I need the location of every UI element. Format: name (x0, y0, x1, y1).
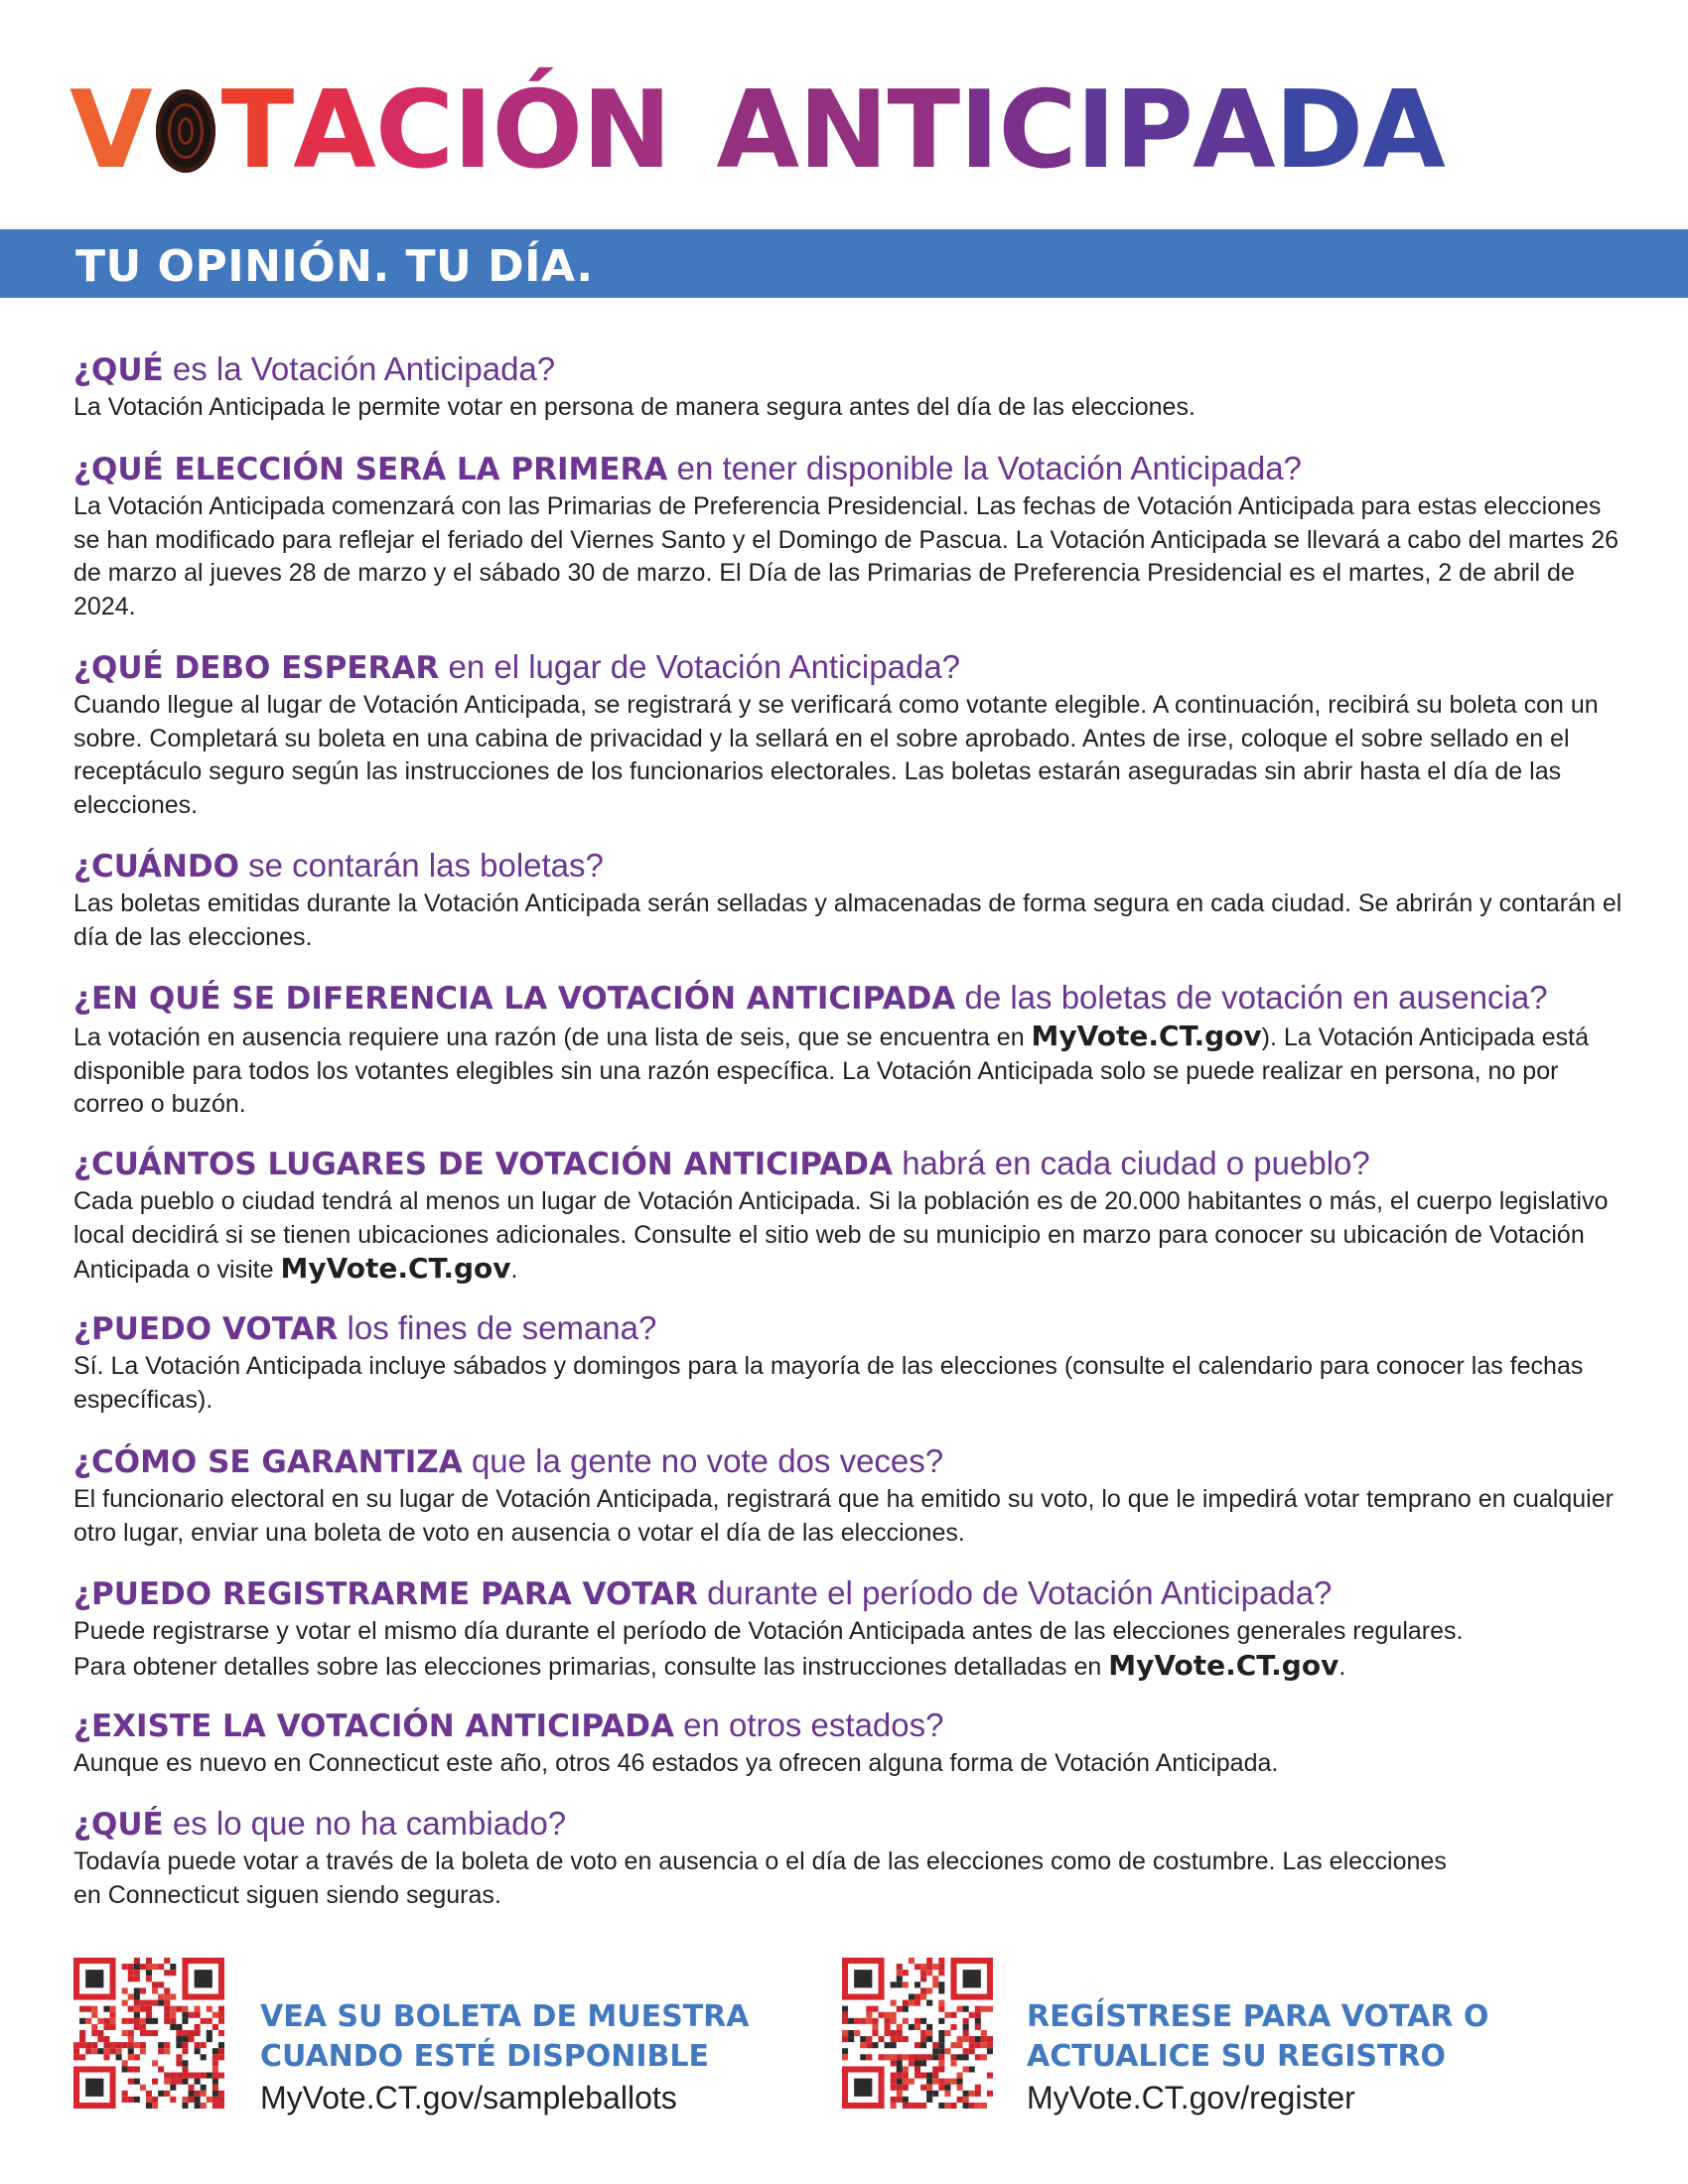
faq-item (73, 1144, 1622, 1288)
title-letter: A (1192, 68, 1275, 193)
faq-item (73, 978, 1622, 1122)
title-letter: A (1362, 68, 1445, 193)
answer-text: Aunque es nuevo en Connecticut este año, otros 46 estados ya ofrecen alguna forma de Votación Anticipada. (73, 1749, 1279, 1777)
answer-text: Cuando llegue al lugar de Votación Anticipada, se registrará y se verificará como votante elegible. A continuación, recibirá su boleta con un sobre. Completará su boleta en una cabina de privacidad y la sellará en el sobre aprobado. Antes de irse, coloque el sobre sellado en el receptáculo seguro según las instrucciones de los funcionarios electorales. Las boletas estarán aseguradas sin abrir hasta el día de las elecciones. (73, 691, 1599, 819)
faq-question-rest: los fines de semana? (338, 1309, 657, 1346)
fingerprint-icon (156, 89, 215, 173)
faq-question-keyword: ¿QUÉ DEBO ESPERAR (73, 650, 440, 686)
answer-text: Para obtener detalles sobre las elecciones primarias, consulte las instrucciones detalladas en (73, 1652, 1109, 1681)
faq-item (73, 647, 1622, 822)
faq-item (73, 1573, 1622, 1684)
myvote-link[interactable]: MyVote.CT.gov (1031, 1020, 1262, 1052)
faq-question (73, 1573, 1622, 1614)
cta-heading: VEA SU BOLETA DE MUESTRA (260, 1999, 750, 2034)
faq-question (73, 647, 1622, 688)
title-letter: A (293, 68, 375, 193)
title-letter: N (582, 68, 671, 193)
faq-question-rest: que la gente no vote dos veces? (462, 1442, 944, 1479)
answer-text: El funcionario electoral en su lugar de Votación Anticipada, registrará que ha emitido su voto, lo que le impedirá votar temprano en cualquier otro lugar, enviar una boleta de voto en ausencia o votar el día de las elecciones. (73, 1485, 1614, 1547)
answer-text: Sí. La Votación Anticipada incluye sábados y domingos para la mayoría de las elecciones (consulte el calendario para conocer las fechas específicas). (73, 1352, 1584, 1414)
faq-answer (73, 490, 1622, 623)
faq-question-keyword: ¿CUÁNDO (73, 849, 239, 885)
answer-text: Cada pueblo o ciudad tendrá al menos un lugar de Votación Anticipada. Si la población es de 20.000 habitantes o más, el cuerpo legislativo local decidirá si se tienen ubicaciones adicionales. Consulte el sitio web de su municipio en marzo para conocer su ubicación de Votación Anticipada o visite (73, 1187, 1609, 1284)
faq-question-keyword: ¿QUÉ ELECCIÓN SERÁ LA PRIMERA (73, 452, 668, 487)
myvote-link[interactable]: MyVote.CT.gov (1108, 1648, 1339, 1682)
faq-item (73, 1804, 1622, 1912)
myvote-link[interactable]: MyVote.CT.gov (280, 1252, 511, 1285)
title-word-votacion (70, 68, 671, 193)
answer-text: ). La Votación Anticipada está disponible para todos los votantes elegibles sin una razón específica. La Votación Anticipada solo se puede realizar en persona, no por correo o buzón. (73, 1024, 1590, 1118)
answer-text: La Votación Anticipada comenzará con las Primarias de Preferencia Presidencial. Las fechas de Votación Anticipada para estas elecciones se han modificado para reflejar el feriado del Viernes Santo y el Domingo de Pascua. La Votación Anticipada se llevará a cabo del martes 26 de marzo al jueves 28 de marzo y el sábado 30 de marzo. El Día de las Primarias de Preferencia Presidencial es el martes, 2 de abril de 2024. (73, 492, 1619, 620)
page-title (70, 68, 1445, 193)
faq-question-keyword: ¿PUEDO VOTAR (73, 1311, 339, 1347)
title-letter: V (70, 68, 152, 193)
faq-answer (73, 1483, 1622, 1550)
answer-text: en Connecticut siguen siendo seguras. (73, 1880, 501, 1909)
faq-item (73, 1441, 1622, 1550)
faq-question-rest: en tener disponible la Votación Anticipada? (667, 450, 1302, 486)
faq-answer (73, 1020, 1622, 1122)
faq-question-keyword: ¿EXISTE LA VOTACIÓN ANTICIPADA (73, 1708, 674, 1744)
faq-answer (73, 1747, 1622, 1781)
faq-question (73, 1804, 1622, 1844)
faq-answer (73, 689, 1622, 822)
answer-text: La Votación Anticipada le permite votar en persona de manera segura antes del día de las elecciones. (73, 393, 1196, 421)
faq-question-keyword: ¿QUÉ (73, 1807, 164, 1843)
faq-answer (73, 1350, 1622, 1417)
faq-question-rest: durante el período de Votación Anticipada? (697, 1574, 1333, 1611)
title-letter: P (1114, 68, 1193, 193)
answer-text: . (510, 1256, 518, 1284)
title-letter: I (1075, 68, 1115, 193)
faq-question-rest: de las boletas de votación en ausencia? (955, 979, 1548, 1016)
faq-answer (73, 391, 1622, 425)
faq-answer (73, 1615, 1622, 1684)
sample-ballot-cta (260, 1997, 750, 2118)
faq-question (73, 1441, 1622, 1482)
title-letter: T (220, 68, 294, 193)
answer-text: La votación en ausencia requiere una razón (de una lista de seis, que se encuentra en (73, 1024, 1032, 1051)
faq-answer (73, 887, 1622, 954)
faq-item (73, 1308, 1622, 1417)
faq-question-keyword: ¿PUEDO REGISTRARME PARA VOTAR (73, 1576, 698, 1612)
slogan-text: TU OPINIÓN. TU DÍA. (75, 241, 594, 292)
title-letter: C (374, 68, 454, 193)
title-letter: A (716, 68, 799, 193)
faq-question-rest: es lo que no ha cambiado? (163, 1805, 567, 1842)
faq-answer (73, 1185, 1622, 1288)
faq-question-keyword: ¿QUÉ (73, 352, 164, 388)
title-word-anticipada (716, 68, 1445, 193)
cta-heading: REGÍSTRESE PARA VOTAR O (1027, 1999, 1489, 2034)
faq-question (73, 1308, 1622, 1349)
title-letter: Ó (492, 68, 583, 193)
faq-item (73, 846, 1622, 954)
faq-question-rest: se contarán las boletas? (238, 847, 604, 884)
title-letter: I (959, 68, 999, 193)
faq-question (73, 449, 1622, 489)
sample-ballot-link[interactable]: MyVote.CT.gov/sampleballots (260, 2080, 677, 2116)
faq-item (73, 1706, 1622, 1781)
faq-question-keyword: ¿CUÁNTOS LUGARES DE VOTACIÓN ANTICIPADA (73, 1147, 894, 1182)
answer-text: Puede registrarse y votar el mismo día durante el período de Votación Anticipada antes de las elecciones generales regulares. (73, 1617, 1464, 1645)
title-letter: I (453, 68, 492, 193)
faq-question (73, 1706, 1622, 1746)
faq-question-rest: habrá en cada ciudad o pueblo? (893, 1145, 1370, 1181)
register-cta (1027, 1997, 1488, 2118)
title-letter: C (998, 68, 1076, 193)
faq-item (73, 449, 1622, 623)
title-letter: D (1274, 68, 1363, 193)
title-letter: N (798, 68, 888, 193)
title-letter: T (887, 68, 960, 193)
faq-question-rest: en otros estados? (673, 1706, 944, 1743)
cta-heading: ACTUALICE SU REGISTRO (1027, 2039, 1447, 2074)
qr-code-icon[interactable] (842, 1958, 993, 2109)
faq-answer (73, 1845, 1622, 1912)
answer-text: Todavía puede votar a través de la boleta de voto en ausencia o el día de las elecciones como de costumbre. Las elecciones (73, 1847, 1447, 1875)
qr-code-icon[interactable] (73, 1958, 224, 2109)
faq-question (73, 846, 1622, 887)
faq-question-keyword: ¿CÓMO SE GARANTIZA (73, 1444, 463, 1480)
faq-item (73, 349, 1622, 425)
slogan-band (0, 229, 1688, 298)
faq-question-rest: en el lugar de Votación Anticipada? (439, 648, 961, 685)
answer-text: Las boletas emitidas durante la Votación Anticipada serán selladas y almacenadas de forma segura en cada ciudad. Se abrirán y contarán el día de las elecciones. (73, 889, 1622, 951)
faq-question (73, 1144, 1622, 1184)
register-link[interactable]: MyVote.CT.gov/register (1027, 2080, 1355, 2116)
faq-question (73, 978, 1622, 1019)
faq-question-keyword: ¿EN QUÉ SE DIFERENCIA LA VOTACIÓN ANTICIPADA (73, 981, 956, 1017)
cta-heading: CUANDO ESTÉ DISPONIBLE (260, 2039, 710, 2074)
faq-question-rest: es la Votación Anticipada? (163, 350, 556, 387)
faq-question (73, 349, 1622, 390)
answer-text: . (1338, 1652, 1346, 1681)
